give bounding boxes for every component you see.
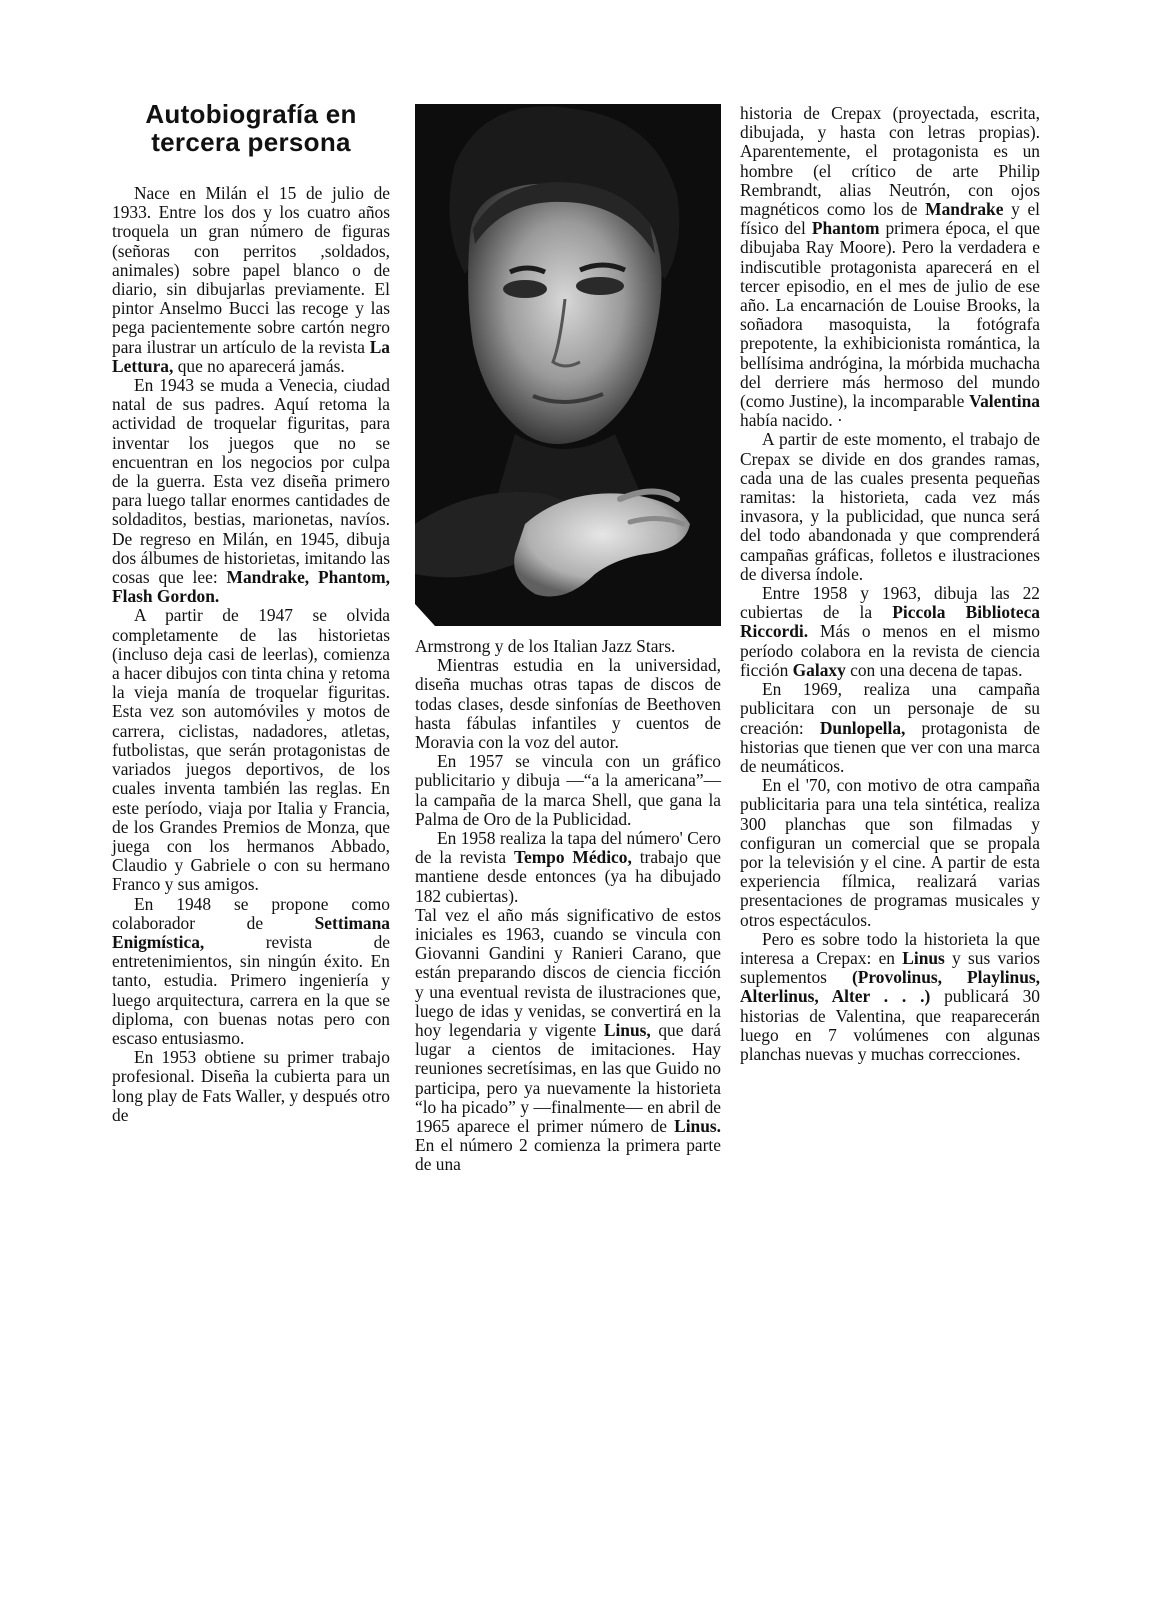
article-title: Autobiografía en tercera persona <box>145 99 357 157</box>
column-left-body <box>112 184 390 1125</box>
paragraph: En 1957 se vincula con un gráfico publicitario y dibuja —“a la americana”— la campaña de la marca Shell, que gana la Palma de Oro de la Publicidad. <box>415 751 721 829</box>
paragraph: Mientras estudia en la universidad, diseña muchas otras tapas de discos de todas clases, desde sinfonías de Beethoven hasta fábulas infantiles y cuentos de Moravia con la voz del autor. <box>415 655 721 753</box>
paragraph: Armstrong y de los Italian Jazz Stars. <box>415 636 676 656</box>
paragraph: Tal vez el año más significativo de estos iniciales es 1963, cuando se vincula con Giovanni Gandini y Ranieri Carano, que están preparando discos de ciencia ficción y una eventual revista de ilustraciones que, luego de idas y venidas, se convertirá en la hoy legendaria y vigente Linus, que dará lugar a cientos de imitaciones. Hay reuniones secretísimas, en las que Guido no participa, pero ya nuevamente la historieta “lo ha picado” y —finalmente— en abril de 1965 aparece el primer número de Linus. En el número 2 comienza la primera parte de una <box>415 904 721 1175</box>
column-right-body <box>740 104 1040 1064</box>
paragraph: En 1948 se propone como colaborador de Settimana Enigmística, revista de entretenimientos, sin ningún éxito. En tanto, estudia. Primero ingeniería y luego arquitectura, carrera en la que se diploma, con buenas notas pero con escaso entusiasmo. <box>112 893 390 1048</box>
paragraph: A partir de este momento, el trabajo de Crepax se divide en dos grandes ramas, cada una de las cuales presenta pequeñas ramitas: la historieta, cada vez más invasora, y la publicidad, que nunca será del todo abandonada y que comprenderá campañas gráficas, folletos e ilustraciones de diversa índole. <box>740 429 1040 584</box>
paragraph: Nace en Milán el 15 de julio de 1933. Entre los dos y los cuatro años troquela un gran número de figuras (señoras con perritos ,soldados, animales) sobre papel blanco o de diario, sin dibujarlas previamente. El pintor Anselmo Bucci las recoge y las pega pacientemente sobre cartón negro para ilustrar un artículo de la revista La Lettura, que no aparecerá jamás. <box>112 183 390 376</box>
portrait-image <box>415 104 721 626</box>
paragraph: Entre 1958 y 1963, dibuja las 22 cubiertas de la Piccola Biblioteca Riccordi. Más o menos en el mismo período colabora en la revista de ciencia ficción Galaxy con una decena de tapas. <box>740 583 1040 680</box>
paragraph: En 1953 obtiene su primer trabajo profesional. Diseña la cubierta para un long play de Fats Waller, y después otro de <box>112 1047 390 1125</box>
paragraph: En el '70, con motivo de otra campaña publicitaria para una tela sintética, realiza 300 planchas que son filmadas y configuran un comercial que se propala por la televisión y el cine. A partir de esta experiencia fílmica, realizará varias presentaciones de programas musicales y otros espectáculos. <box>740 775 1040 930</box>
paragraph: A partir de 1947 se olvida completamente de las historietas (incluso deja casi de leerlas), comienza a hacer dibujos con tinta china y retoma la vieja manía de troquelar figuritas. Esta vez son automóviles y motos de carrera, ciclistas, nadadores, atletas, futbolistas, que serán protagonistas de variados juegos deportivos, de los cuales inventa también las reglas. En este período, viaja por Italia y Francia, de los Grandes Premios de Monza, que juega con los hermanos Abbado, Claudio y Gabriele o con su hermano Franco y sus amigos. <box>112 605 390 895</box>
paragraph: En 1969, realiza una campaña publicitara con un personaje de su creación: Dunlopella, protagonista de historias que tienen que ver con una marca de neumáticos. <box>740 679 1040 776</box>
paragraph: En 1958 realiza la tapa del número' Cero de la revista Tempo Médico, trabajo que mantiene desde entonces (ya ha dibujado 182 cubiertas). <box>415 828 721 906</box>
paragraph: historia de Crepax (proyectada, escrita, dibujada, y hasta con letras propias). Aparentemente, el protagonista es un hombre (el crítico de arte Philip Rembrandt, alias Neutrón, con ojos magnéticos como los de Mandrake y el físico del Phantom primera época, el que dibujaba Ray Moore). Pero la verdadera e indiscutible protagonista aparecerá en el tercer episodio, en el mes de julio de ese año. La encarnación de Louise Brooks, la soñadora masoquista, la fotógrafa prepotente, la exhibicionista romántica, la bellísima andrógina, la mórbida muchacha del derriere más hermoso del mundo (como Justine), la incomparable Valentina había nacido. · <box>740 103 1040 431</box>
paragraph: En 1943 se muda a Venecia, ciudad natal de sus padres. Aquí retoma la actividad de troquelar figuritas, para inventar los juegos que no se encuentran en los negocios por culpa de la guerra. Esta vez diseña primero para luego tallar enormes cantidades de soldaditos, bestias, marionetas, navíos. De regreso en Milán, en 1945, dibuja dos álbumes de historietas, imitando las cosas que lee: Mandrake, Phantom, Flash Gordon. <box>112 375 391 607</box>
paragraph: Pero es sobre todo la historieta la que interesa a Crepax: en Linus y sus varios suplementos (Provolinus, Playlinus, Alterlinus, Alter . . .) publicará 30 historias de Valentina, que reaparecerán luego en 7 volúmenes con algunas planchas nuevas y muchas correcciones. <box>740 928 1041 1064</box>
portrait-photo <box>415 104 721 626</box>
column-middle-body <box>415 637 721 1175</box>
